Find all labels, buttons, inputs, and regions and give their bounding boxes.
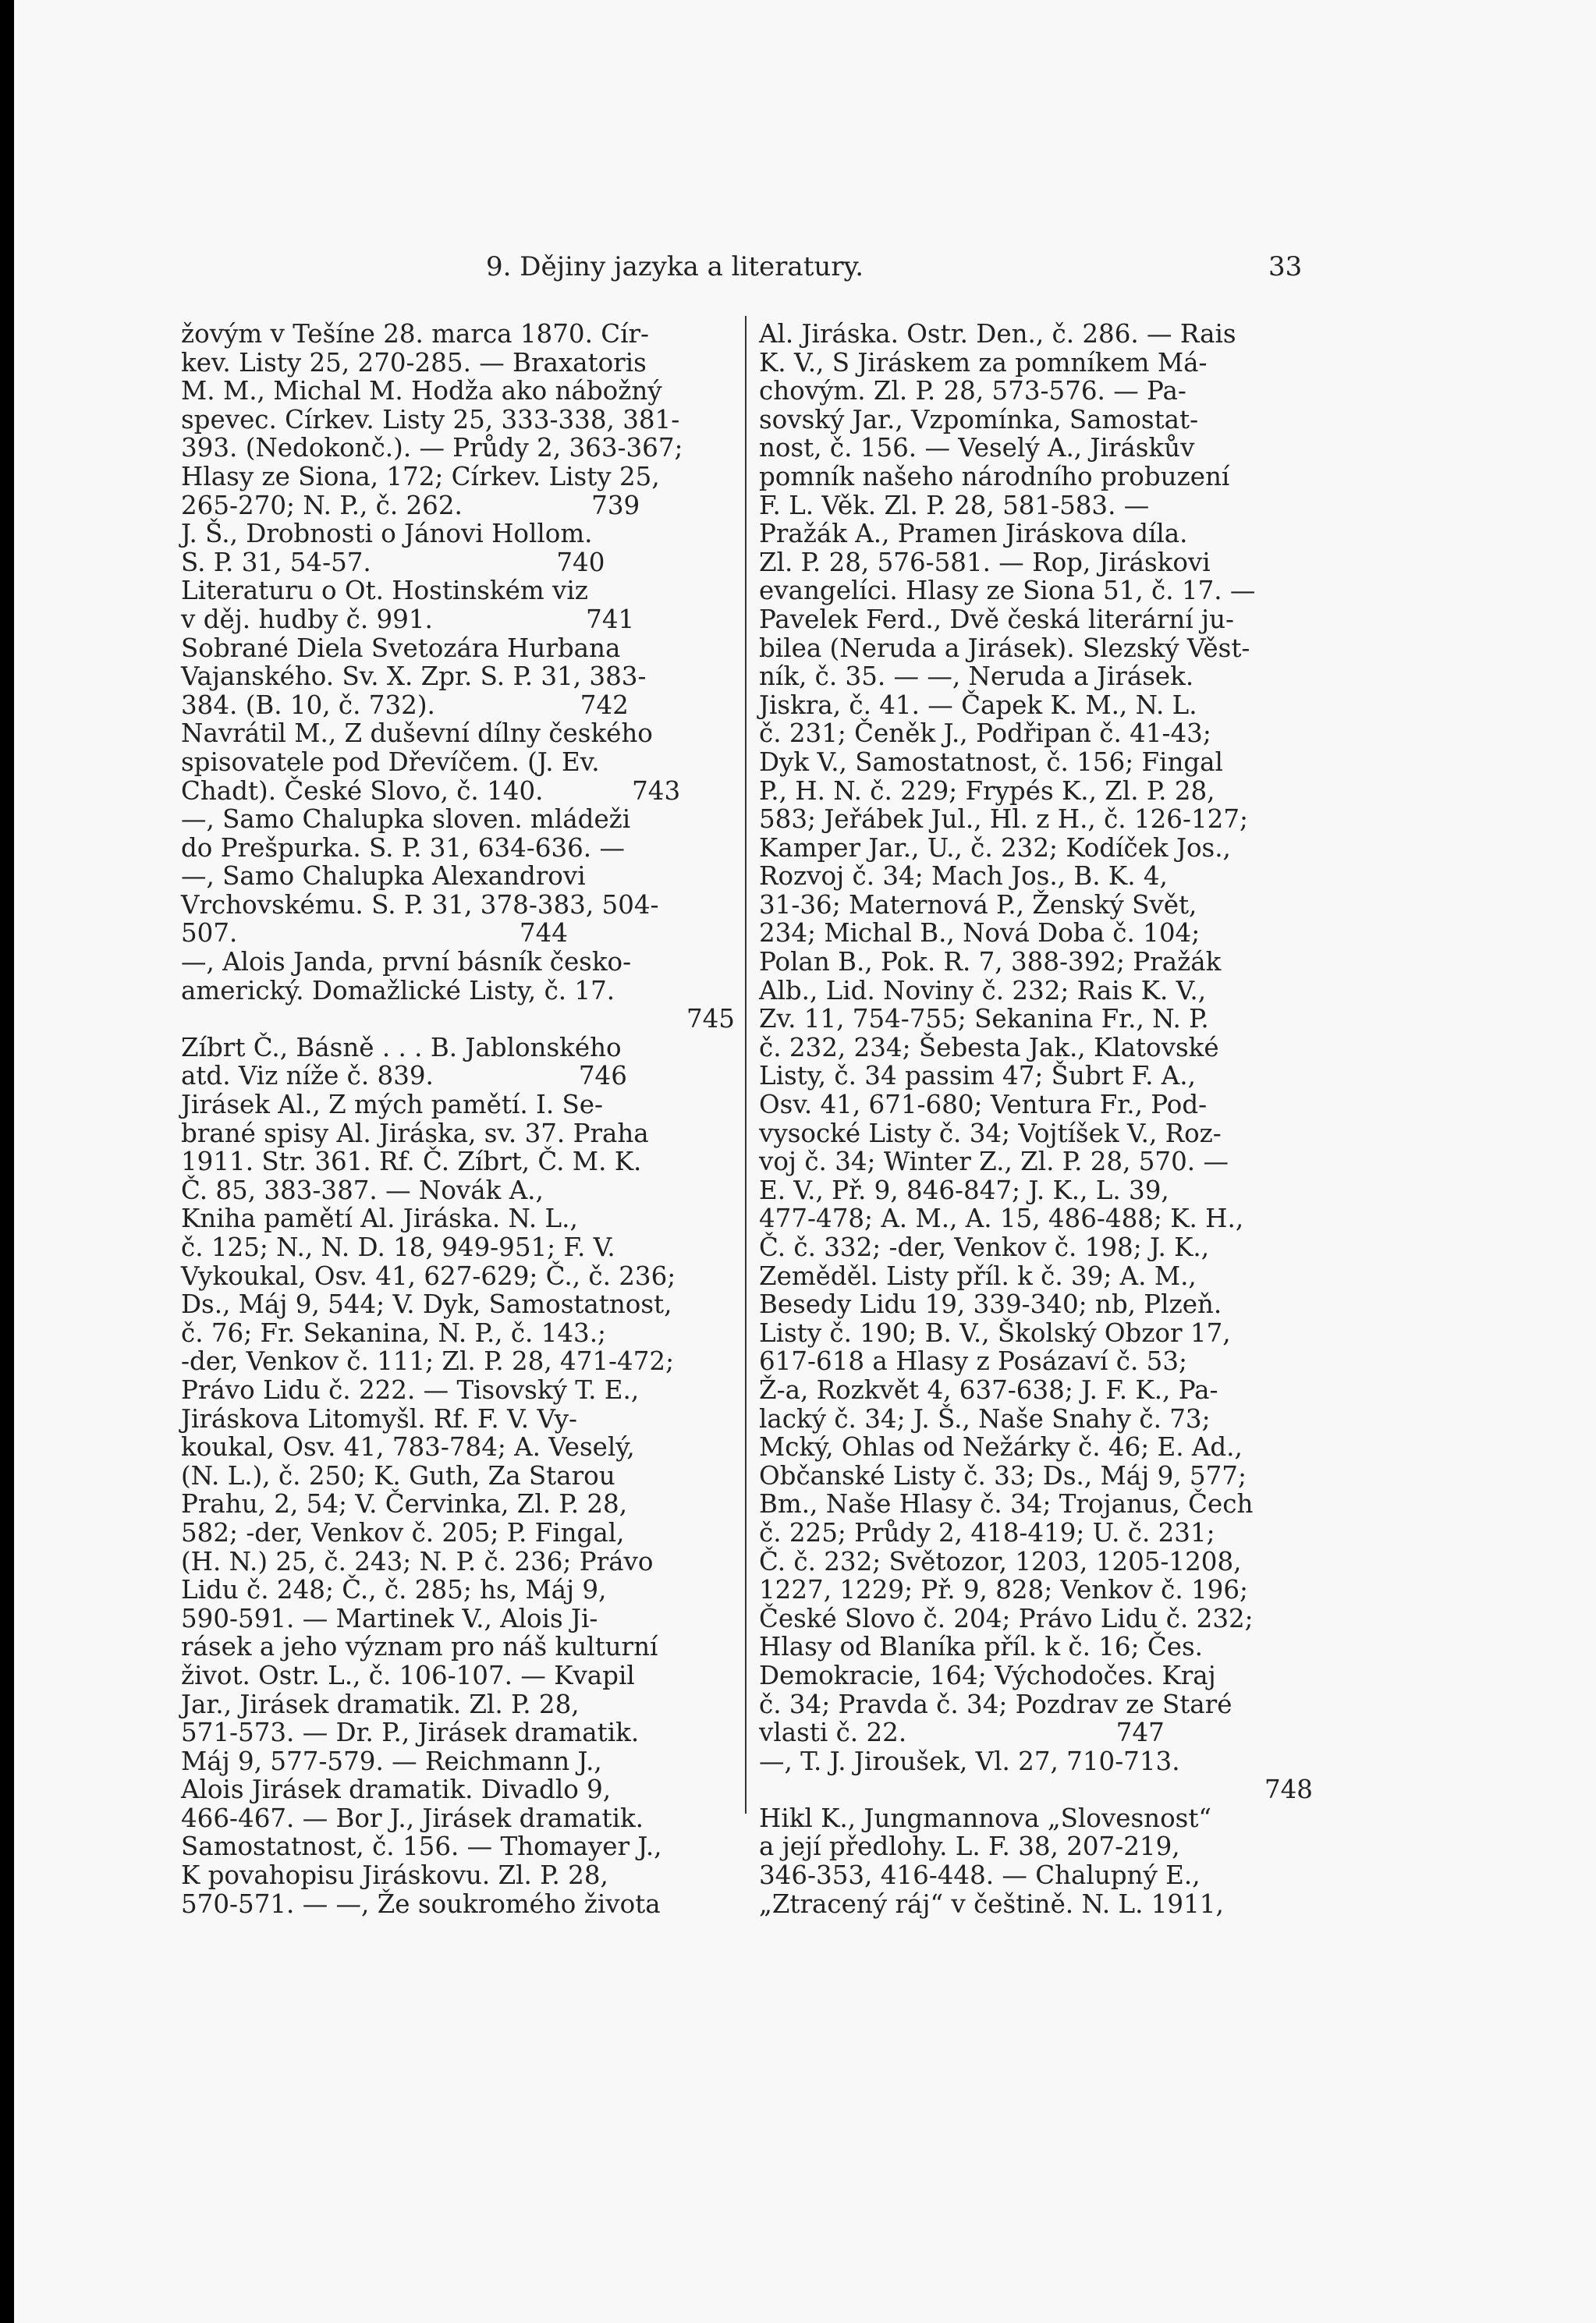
text-line: K povahopisu Jiráskovu. Zl. P. 28, — [181, 1860, 608, 1891]
text-line: Zl. P. 28, 576-581. — Rop, Jiráskovi — [759, 547, 1211, 577]
text-line: Osv. 41, 671-680; Ventura Fr., Pod- — [759, 1090, 1208, 1120]
text-line: rásek a jeho význam pro náš kulturní — [181, 1632, 658, 1662]
text-line: Alb., Lid. Noviny č. 232; Rais K. V., — [759, 975, 1207, 1005]
text-line: americký. Domažlické Listy, č. 17. — [181, 975, 615, 1005]
text-line: Vajanského. Sv. X. Zpr. S. P. 31, 383- — [181, 661, 647, 692]
text-line: sovský Jar., Vzpomínka, Samostat- — [759, 404, 1199, 434]
text-line: chovým. Zl. P. 28, 573-576. — Pa- — [759, 376, 1186, 406]
text-line: 265-270; N. P., č. 262. 739 — [181, 490, 640, 520]
text-line: 748 — [1264, 1775, 1313, 1805]
text-line: Literaturu o Ot. Hostinském viz — [181, 576, 588, 606]
text-line: žovým v Tešíne 28. marca 1870. Cír- — [181, 319, 650, 349]
text-line: 393. (Nedokonč.). — Průdy 2, 363-367; — [181, 433, 683, 463]
text-line: Demokracie, 164; Východočes. Kraj — [759, 1660, 1216, 1690]
text-line: Č. č. 332; -der, Venkov č. 198; J. K., — [759, 1232, 1210, 1262]
text-line: Občanské Listy č. 33; Ds., Máj 9, 577; — [759, 1460, 1247, 1491]
text-line: Rozvoj č. 34; Mach Jos., B. K. 4, — [759, 861, 1168, 892]
text-line: E. V., Př. 9, 846-847; J. K., L. 39, — [759, 1175, 1169, 1205]
text-line: 617-618 a Hlasy z Posázaví č. 53; — [759, 1346, 1187, 1377]
text-line: 583; Jeřábek Jul., Hl. z H., č. 126-127; — [759, 804, 1248, 835]
text-line: 1911. Str. 361. Rf. Č. Zíbrt, Č. M. K. — [181, 1147, 642, 1177]
text-line: v děj. hudby č. 991. 741 — [181, 604, 635, 634]
text-line: (H. N.) 25, č. 243; N. P. č. 236; Právo — [181, 1546, 654, 1576]
text-line: Al. Jiráska. Ostr. Den., č. 286. — Rais — [759, 319, 1236, 349]
text-line: atd. Viz níže č. 839. 746 — [181, 1061, 627, 1091]
text-line: spevec. Církev. Listy 25, 333-338, 381- — [181, 404, 680, 434]
text-line: pomník našeho národního probuzení — [759, 461, 1230, 491]
text-line: č. 232, 234; Šebesta Jak., Klatovské — [759, 1032, 1219, 1062]
text-line: 477-478; A. M., A. 15, 486-488; K. H., — [759, 1204, 1244, 1234]
text-line: Listy č. 190; B. V., Školský Obzor 17, — [759, 1318, 1231, 1348]
text-line: -der, Venkov č. 111; Zl. P. 28, 471-472; — [181, 1346, 675, 1377]
text-line: 507. 744 — [181, 918, 568, 949]
page-number: 33 — [1268, 251, 1303, 282]
text-line: Kniha pamětí Al. Jiráska. N. L., — [181, 1204, 578, 1234]
text-line: České Slovo č. 204; Právo Lidu č. 232; — [759, 1603, 1254, 1633]
text-line: evangelíci. Hlasy ze Siona 51, č. 17. — — [759, 576, 1256, 606]
text-line: —, Samo Chalupka Alexandrovi — [181, 861, 586, 892]
text-line: S. P. 31, 54-57. 740 — [181, 547, 605, 577]
text-line: 570-571. — —, Že soukromého života — [181, 1889, 661, 1919]
text-line: Máj 9, 577-579. — Reichmann J., — [181, 1746, 602, 1776]
text-line: nost, č. 156. — Veselý A., Jiráskův — [759, 433, 1195, 463]
text-line: vysocké Listy č. 34; Vojtíšek V., Roz- — [759, 1118, 1222, 1148]
text-line: 466-467. — Bor J., Jirásek dramatik. — [181, 1803, 644, 1833]
text-line: Ds., Máj 9, 544; V. Dyk, Samostatnost, — [181, 1289, 672, 1320]
book-page — [14, 0, 1596, 2323]
text-line: č. 231; Čeněk J., Podřipan č. 41-43; — [759, 718, 1211, 749]
text-line: Zíbrt Č., Básně . . . B. Jablonského — [181, 1032, 622, 1062]
text-line: „Ztracený ráj“ v češtině. N. L. 1911, — [759, 1889, 1224, 1919]
text-line: Hlasy od Blaníka příl. k č. 16; Čes. — [759, 1632, 1203, 1662]
text-line: —, Samo Chalupka sloven. mládeži — [181, 804, 631, 835]
text-line: 745 — [686, 1004, 735, 1034]
text-line: Pavelek Ferd., Dvě česká literární ju- — [759, 604, 1235, 634]
text-line: Zeměděl. Listy příl. k č. 39; A. M., — [759, 1261, 1197, 1291]
text-line: Samostatnost, č. 156. — Thomayer J., — [181, 1832, 662, 1862]
text-line: ník, č. 35. — —, Neruda a Jirásek. — [759, 661, 1194, 692]
text-line: lacký č. 34; J. Š., Naše Snahy č. 73; — [759, 1403, 1211, 1434]
text-line: život. Ostr. L., č. 106-107. — Kvapil — [181, 1660, 635, 1690]
text-line: Č. č. 232; Světozor, 1203, 1205-1208, — [759, 1546, 1242, 1576]
text-line: kev. Listy 25, 270-285. — Braxatoris — [181, 347, 647, 378]
text-line: koukal, Osv. 41, 783-784; A. Veselý, — [181, 1432, 635, 1463]
text-line: —, T. J. Jiroušek, Vl. 27, 710-713. — [759, 1746, 1180, 1776]
text-line: Právo Lidu č. 222. — Tisovský T. E., — [181, 1374, 640, 1405]
text-line: F. L. Věk. Zl. P. 28, 581-583. — — [759, 490, 1150, 520]
text-line: voj č. 34; Winter Z., Zl. P. 28, 570. — — [759, 1147, 1229, 1177]
text-line: Besedy Lidu 19, 339-340; nb, Plzeň. — [759, 1289, 1222, 1320]
text-line: Ž-a, Rozkvět 4, 637-638; J. F. K., Pa- — [759, 1374, 1218, 1405]
text-line: Č. 85, 383-387. — Novák A., — [181, 1175, 544, 1205]
text-line: Hlasy ze Siona, 172; Církev. Listy 25, — [181, 461, 660, 491]
text-line: č. 34; Pravda č. 34; Pozdrav ze Staré — [759, 1689, 1232, 1719]
text-line: Zv. 11, 754-755; Sekanina Fr., N. P. — [759, 1004, 1209, 1034]
section-title: 9. Dějiny jazyka a literatury. — [486, 251, 864, 282]
text-line: Vykoukal, Osv. 41, 627-629; Č., č. 236; — [181, 1261, 676, 1291]
text-line: č. 225; Průdy 2, 418-419; U. č. 231; — [759, 1517, 1215, 1548]
text-line: Dyk V., Samostatnost, č. 156; Fingal — [759, 747, 1223, 777]
text-line: P., H. N. č. 229; Frypés K., Zl. P. 28, — [759, 775, 1215, 806]
text-line: Vrchovskému. S. P. 31, 378-383, 504- — [181, 889, 659, 920]
text-line: Lidu č. 248; Č., č. 285; hs, Máj 9, — [181, 1575, 607, 1605]
column-divider — [745, 316, 747, 1814]
left-column — [181, 320, 735, 1918]
text-line: M. M., Michal M. Hodža ako nábožný — [181, 376, 662, 406]
text-line: 582; -der, Venkov č. 205; P. Fingal, — [181, 1517, 625, 1548]
text-line: 1227, 1229; Př. 9, 828; Venkov č. 196; — [759, 1575, 1248, 1605]
text-line: Alois Jirásek dramatik. Divadlo 9, — [181, 1775, 612, 1805]
text-line: 384. (B. 10, č. 732). 742 — [181, 690, 629, 720]
text-line: Chadt). České Slovo, č. 140. 743 — [181, 775, 681, 806]
text-line: 234; Michal B., Nová Doba č. 104; — [759, 918, 1201, 949]
text-line: Listy, č. 34 passim 47; Šubrt F. A., — [759, 1061, 1196, 1091]
text-line: Hikl K., Jungmannova „Slovesnost“ — [759, 1803, 1212, 1833]
text-line: Jiskra, č. 41. — Čapek K. M., N. L. — [759, 690, 1197, 720]
text-line: 590-591. — Martinek V., Alois Ji- — [181, 1603, 598, 1633]
text-line: Kamper Jar., U., č. 232; Kodíček Jos., — [759, 832, 1231, 863]
text-line: č. 76; Fr. Sekanina, N. P., č. 143.; — [181, 1318, 607, 1348]
text-line: bilea (Neruda a Jirásek). Slezský Věst- — [759, 633, 1250, 663]
text-line: K. V., S Jiráskem za pomníkem Má- — [759, 347, 1208, 378]
text-line: Navrátil M., Z duševní dílny českého — [181, 718, 653, 749]
text-line: č. 125; N., N. D. 18, 949-951; F. V. — [181, 1232, 615, 1262]
text-line: a její předlohy. L. F. 38, 207-219, — [759, 1832, 1180, 1862]
text-line: 31-36; Maternová P., Ženský Svět, — [759, 889, 1197, 920]
text-line: Pražák A., Pramen Jiráskova díla. — [759, 519, 1188, 549]
text-line: Jar., Jirásek dramatik. Zl. P. 28, — [181, 1689, 580, 1719]
text-line: 346-353, 416-448. — Chalupný E., — [759, 1860, 1201, 1891]
right-column — [759, 320, 1313, 1918]
text-line: do Prešpurka. S. P. 31, 634-636. — — [181, 832, 625, 863]
text-line: Bm., Naše Hlasy č. 34; Trojanus, Čech — [759, 1489, 1254, 1520]
text-line: Sobrané Diela Svetozára Hurbana — [181, 633, 621, 663]
text-line: brané spisy Al. Jiráska, sv. 37. Praha — [181, 1118, 649, 1148]
text-line: Mcký, Ohlas od Nežárky č. 46; E. Ad., — [759, 1432, 1243, 1463]
text-line: Prahu, 2, 54; V. Červinka, Zl. P. 28, — [181, 1489, 628, 1520]
text-line: vlasti č. 22. 747 — [759, 1718, 1165, 1748]
text-line: Polan B., Pok. R. 7, 388-392; Pražák — [759, 947, 1222, 977]
text-line: (N. L.), č. 250; K. Guth, Za Starou — [181, 1460, 615, 1491]
text-line: J. Š., Drobnosti o Jánovi Hollom. — [181, 519, 593, 549]
text-line: 571-573. — Dr. P., Jirásek dramatik. — [181, 1718, 640, 1748]
text-line: Jirásek Al., Z mých pamětí. I. Se- — [181, 1090, 604, 1120]
text-line: Jiráskova Litomyšl. Rf. F. V. Vy- — [181, 1403, 577, 1434]
text-line: spisovatele pod Dřevíčem. (J. Ev. — [181, 747, 600, 777]
text-line: —, Alois Janda, první básník česko- — [181, 947, 632, 977]
